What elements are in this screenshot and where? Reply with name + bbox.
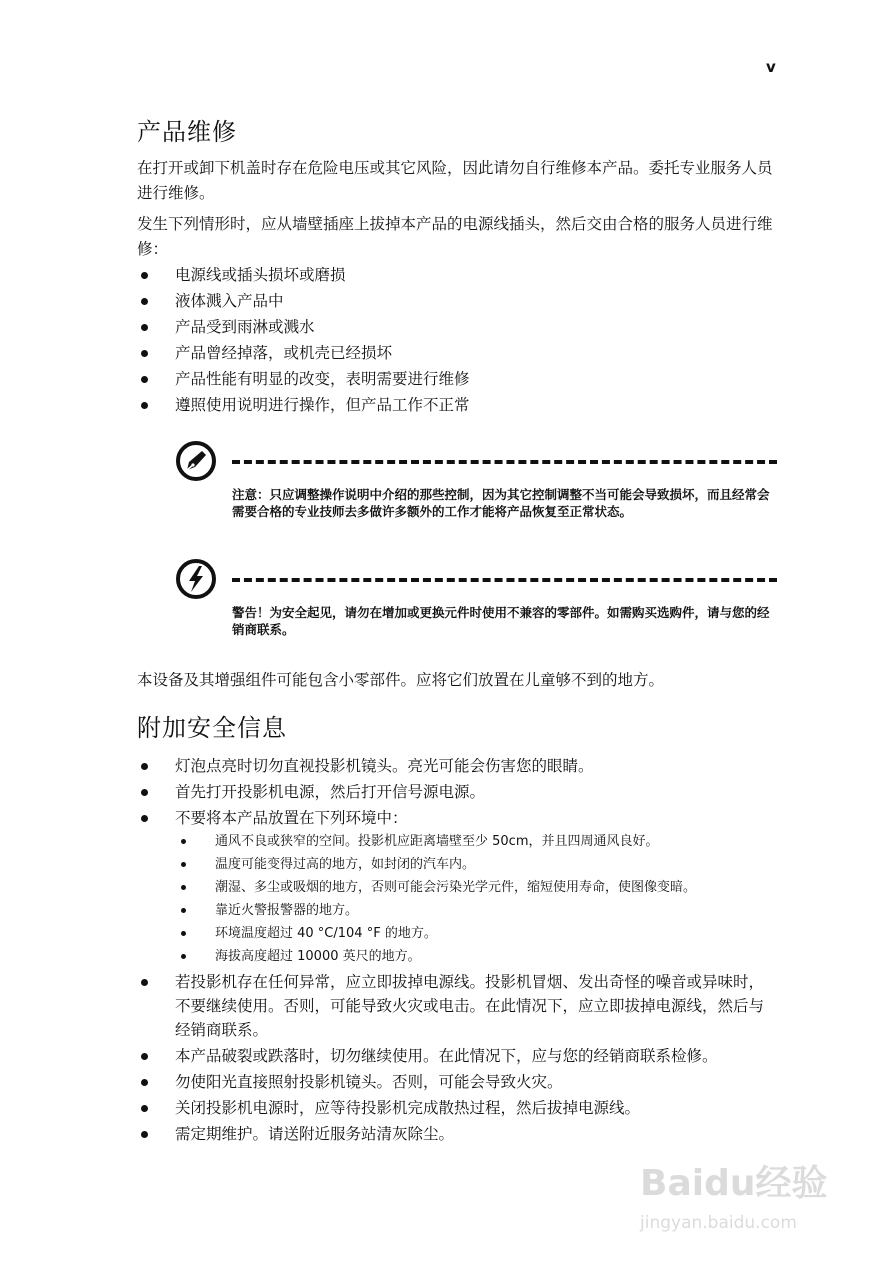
warning-text: 警告！为安全起见，请勿在增加或更换元件时使用不兼容的零部件。如需购买选购件，请与您的经销商联系。 bbox=[232, 605, 770, 637]
bullet-icon bbox=[141, 789, 148, 796]
sub-list-item bbox=[175, 853, 777, 876]
list-item bbox=[137, 1070, 777, 1094]
bullet-icon bbox=[141, 1079, 148, 1086]
lightning-warning-icon bbox=[175, 558, 217, 600]
list-item bbox=[137, 1096, 777, 1120]
list-item-text: 勿使阳光直接照射投影机镜头。否则，可能会导致火灾。 bbox=[175, 1073, 563, 1091]
list-item bbox=[137, 754, 777, 778]
list-item bbox=[137, 341, 777, 367]
additional-safety-list bbox=[137, 754, 777, 1146]
list-item bbox=[137, 289, 777, 315]
baidu-watermark bbox=[640, 1155, 840, 1245]
list-item bbox=[137, 1044, 777, 1068]
service-conditions-list bbox=[137, 263, 777, 419]
dashed-divider bbox=[232, 578, 777, 582]
service-paragraph-1: 在打开或卸下机盖时存在危险电压或其它风险，因此请勿自行维修本产品。委托专业服务人员进行维修。 bbox=[137, 159, 773, 202]
sub-list-item bbox=[175, 899, 777, 922]
small-parts-paragraph: 本设备及其增强组件可能包含小零部件。应将它们放置在儿童够不到的地方。 bbox=[137, 671, 665, 689]
bullet-icon bbox=[141, 402, 148, 409]
dashed-divider bbox=[232, 460, 777, 464]
list-item-text: 本产品破裂或跌落时，切勿继续使用。在此情况下，应与您的经销商联系检修。 bbox=[175, 1047, 718, 1065]
list-item-text: 需定期维护。请送附近服务站清灰除尘。 bbox=[175, 1125, 455, 1143]
list-item bbox=[137, 780, 777, 804]
bullet-icon bbox=[141, 1105, 148, 1112]
bullet-icon bbox=[141, 1053, 148, 1060]
list-item bbox=[137, 393, 777, 419]
bullet-icon bbox=[181, 954, 186, 959]
list-item bbox=[137, 806, 777, 968]
service-paragraph-2: 发生下列情形时，应从墙壁插座上拔掉本产品的电源线插头，然后交由合格的服务人员进行维修： bbox=[137, 215, 773, 258]
sub-list-item bbox=[175, 876, 777, 899]
bullet-icon bbox=[181, 908, 186, 913]
page-number: v bbox=[766, 58, 776, 76]
list-item-text: 关闭投影机电源时，应等待投影机完成散热过程，然后拔掉电源线。 bbox=[175, 1099, 641, 1117]
sub-list-item bbox=[175, 830, 777, 853]
bullet-icon bbox=[141, 763, 148, 770]
note-text: 注意：只应调整操作说明中介绍的那些控制，因为其它控制调整不当可能会导致损坏，而且经常会需要合格的专业技师去多做许多额外的工作才能将产品恢复至正常状态。 bbox=[232, 487, 770, 519]
list-item-text: 不要将本产品放置在下列环境中： bbox=[175, 809, 408, 827]
bullet-icon bbox=[141, 1131, 148, 1138]
list-item-text: 若投影机存在任何异常，应立即拔掉电源线。投影机冒烟、发出奇怪的噪音或异味时，不要继续使用。否则，可能导致火灾或电击。在此情况下，应立即拔掉电源线，然后与经销商联系。 bbox=[175, 973, 765, 1039]
sub-list-item-text: 温度可能变得过高的地方，如封闭的汽车内。 bbox=[215, 857, 476, 872]
list-item bbox=[137, 1122, 777, 1146]
bullet-icon bbox=[141, 376, 148, 383]
bullet-icon bbox=[141, 324, 148, 331]
list-item-text: 产品受到雨淋或溅水 bbox=[175, 318, 315, 336]
section-title-additional-safety: 附加安全信息 bbox=[137, 714, 287, 742]
list-item-text: 产品曾经掉落，或机壳已经损坏 bbox=[175, 344, 393, 362]
bullet-icon bbox=[181, 839, 186, 844]
bullet-icon bbox=[141, 298, 148, 305]
bullet-icon bbox=[181, 862, 186, 867]
bullet-icon bbox=[141, 350, 148, 357]
list-item bbox=[137, 315, 777, 341]
watermark-url: jingyan.baidu.com bbox=[640, 1213, 797, 1233]
sub-list-item-text: 海拔高度超过 10000 英尺的地方。 bbox=[215, 949, 421, 964]
sub-list-item-text: 靠近火警报警器的地方。 bbox=[215, 903, 359, 918]
list-item-text: 遵照使用说明进行操作，但产品工作不正常 bbox=[175, 396, 470, 414]
section-title-product-service: 产品维修 bbox=[137, 118, 237, 146]
bullet-icon bbox=[141, 272, 148, 279]
sub-list-item bbox=[175, 945, 777, 968]
sub-list-item-text: 通风不良或狭窄的空间。投影机应距离墙壁至少 50cm，并且四周通风良好。 bbox=[215, 834, 659, 849]
bullet-icon bbox=[181, 885, 186, 890]
bullet-icon bbox=[181, 931, 186, 936]
list-item-text: 液体溅入产品中 bbox=[175, 292, 284, 310]
sub-list-item-text: 环境温度超过 40 °C/104 °F 的地方。 bbox=[215, 926, 437, 941]
bullet-icon bbox=[141, 815, 148, 822]
list-item-text: 电源线或插头损坏或磨损 bbox=[175, 266, 346, 284]
note-box bbox=[175, 440, 780, 540]
list-item bbox=[137, 970, 777, 1042]
pen-note-icon bbox=[175, 440, 217, 482]
watermark-logo-text: Baidu经验 bbox=[640, 1163, 828, 1204]
list-item-text: 首先打开投影机电源，然后打开信号源电源。 bbox=[175, 783, 486, 801]
list-item bbox=[137, 367, 777, 393]
warning-box bbox=[175, 558, 780, 648]
sub-list-item bbox=[175, 922, 777, 945]
list-item-text: 灯泡点亮时切勿直视投影机镜头。亮光可能会伤害您的眼睛。 bbox=[175, 757, 594, 775]
bullet-icon bbox=[141, 979, 148, 986]
sub-list-item-text: 潮湿、多尘或吸烟的地方，否则可能会污染光学元件，缩短使用寿命，使图像变暗。 bbox=[215, 880, 697, 895]
list-item bbox=[137, 263, 777, 289]
list-item-text: 产品性能有明显的改变，表明需要进行维修 bbox=[175, 370, 470, 388]
environment-sublist bbox=[175, 830, 777, 968]
